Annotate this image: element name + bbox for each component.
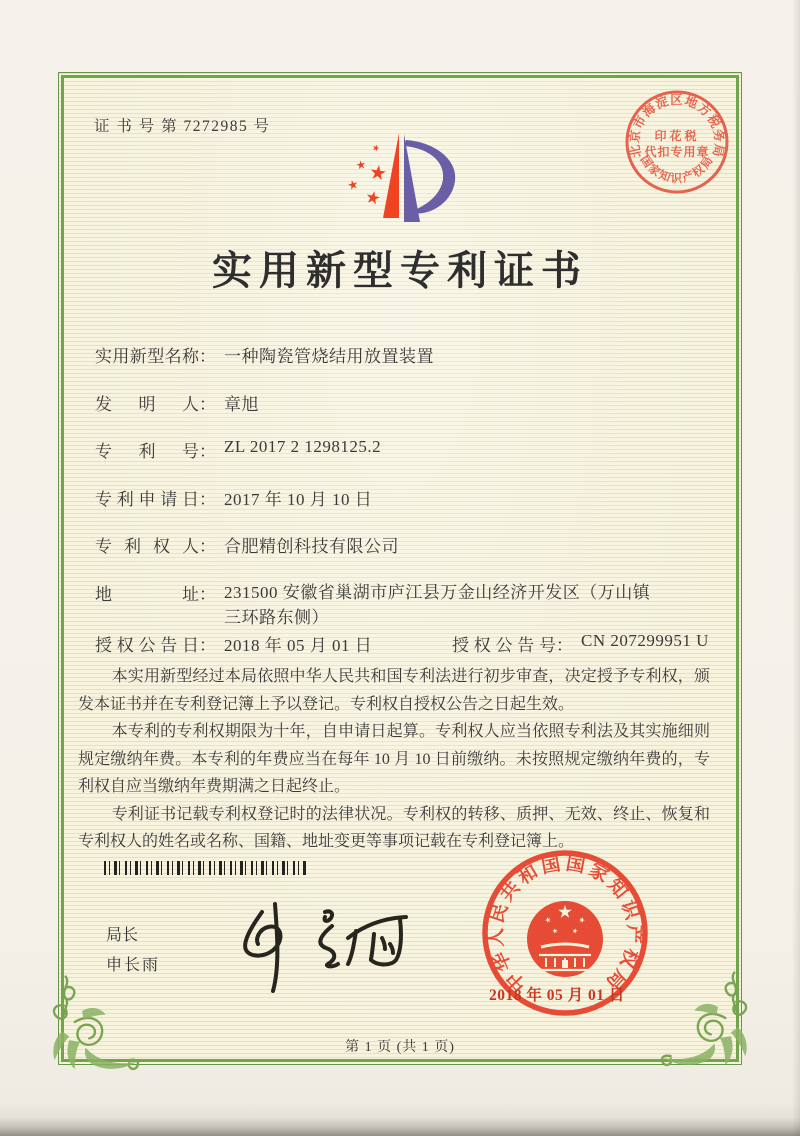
legal-paragraph: 本专利的专利权期限为十年，自申请日起算。专利权人应当依照专利法及其实施细则规定缴纳年费。本专利的年费应当在每年 10 月 10 日前缴纳。未按照规定缴纳年费的，专利权自应当缴纳年费期满之日起终止。 xyxy=(78,723,710,795)
colon: ： xyxy=(199,537,216,556)
legal-text-block xyxy=(78,663,710,856)
field-label: 地址 xyxy=(95,585,199,604)
field-row-address xyxy=(95,580,656,630)
commissioner-signature xyxy=(228,886,423,996)
field-label: 发明人 xyxy=(95,395,199,414)
colon: ： xyxy=(556,636,573,655)
photo-edge-shadow xyxy=(792,0,800,1136)
field-label: 授权公告日 xyxy=(95,636,199,655)
photo-edge-shadow xyxy=(0,1118,800,1136)
legal-paragraph: 本实用新型经过本局依照中华人民共和国专利法进行初步审查，决定授予专利权，颁发本证书并在专利登记簿上予以登记。专利权自授权公告之日起生效。 xyxy=(78,668,710,713)
certificate-title: 实用新型专利证书 xyxy=(212,248,588,293)
corner-flourish-icon xyxy=(658,970,758,1076)
field-row-filing-date xyxy=(95,485,372,510)
legal-paragraph: 专利证书记载专利权登记时的法律状况。专利权的转移、质押、无效、终止、恢复和专利权人的姓名或名称、国籍、地址变更等事项记载在专利登记簿上。 xyxy=(78,805,710,850)
field-value: 231500 安徽省巢湖市庐江县万金山经济开发区（万山镇三环路东侧） xyxy=(224,583,651,627)
field-label: 专利申请日 xyxy=(95,490,199,509)
field-label: 实用新型名称 xyxy=(95,347,199,366)
colon: ： xyxy=(199,442,216,461)
field-label: 专利权人 xyxy=(95,537,199,556)
tax-stamp-line1: 印花税 xyxy=(654,129,700,143)
field-value: CN 207299951 U xyxy=(581,631,709,650)
seal-ring-text: 中华人民共和国国家知识产权局 xyxy=(485,853,645,996)
field-value: 一种陶瓷管烧结用放置装置 xyxy=(224,347,434,366)
tax-stamp-arc-bottom-text: 国家知识产权局 xyxy=(637,153,717,185)
page-number: 第 1 页 (共 1 页) xyxy=(345,1040,455,1055)
certificate-number: 证 书 号 第 7272985 号 xyxy=(94,118,271,135)
field-row-inventor xyxy=(95,390,259,415)
field-cell-grant-no xyxy=(452,631,709,656)
field-row-grant xyxy=(95,631,709,656)
corner-flourish-icon xyxy=(42,974,142,1080)
field-row-patentee xyxy=(95,532,399,557)
tax-stamp-seal xyxy=(615,80,739,204)
tax-stamp-arc-top-text: 北京市海淀区地方税务局 xyxy=(627,92,727,159)
field-value: 2017 年 10 月 10 日 xyxy=(224,490,373,509)
field-value: 章旭 xyxy=(224,395,259,414)
field-label: 授权公告号 xyxy=(452,636,556,655)
field-row-name xyxy=(95,342,434,367)
commissioner-name: 申长雨 xyxy=(106,957,161,974)
field-value: 合肥精创科技有限公司 xyxy=(224,537,399,556)
colon: ： xyxy=(199,347,216,366)
colon: ： xyxy=(199,636,216,655)
field-label: 专利号 xyxy=(95,442,199,461)
field-row-patent-no xyxy=(95,437,381,462)
field-value: ZL 2017 2 1298125.2 xyxy=(224,437,382,456)
national-emblem-icon xyxy=(527,901,603,977)
colon: ： xyxy=(199,490,216,509)
commissioner-title: 局长 xyxy=(106,927,139,944)
colon: ： xyxy=(199,395,216,414)
cnipa-logo-icon xyxy=(340,126,480,230)
field-value: 2018 年 05 月 01 日 xyxy=(224,636,373,655)
seal-date: 2018 年 05 月 01 日 xyxy=(489,987,625,1004)
tax-stamp-line2: 代扣专用章 xyxy=(644,145,710,159)
colon: ： xyxy=(199,585,216,604)
barcode xyxy=(104,861,307,875)
